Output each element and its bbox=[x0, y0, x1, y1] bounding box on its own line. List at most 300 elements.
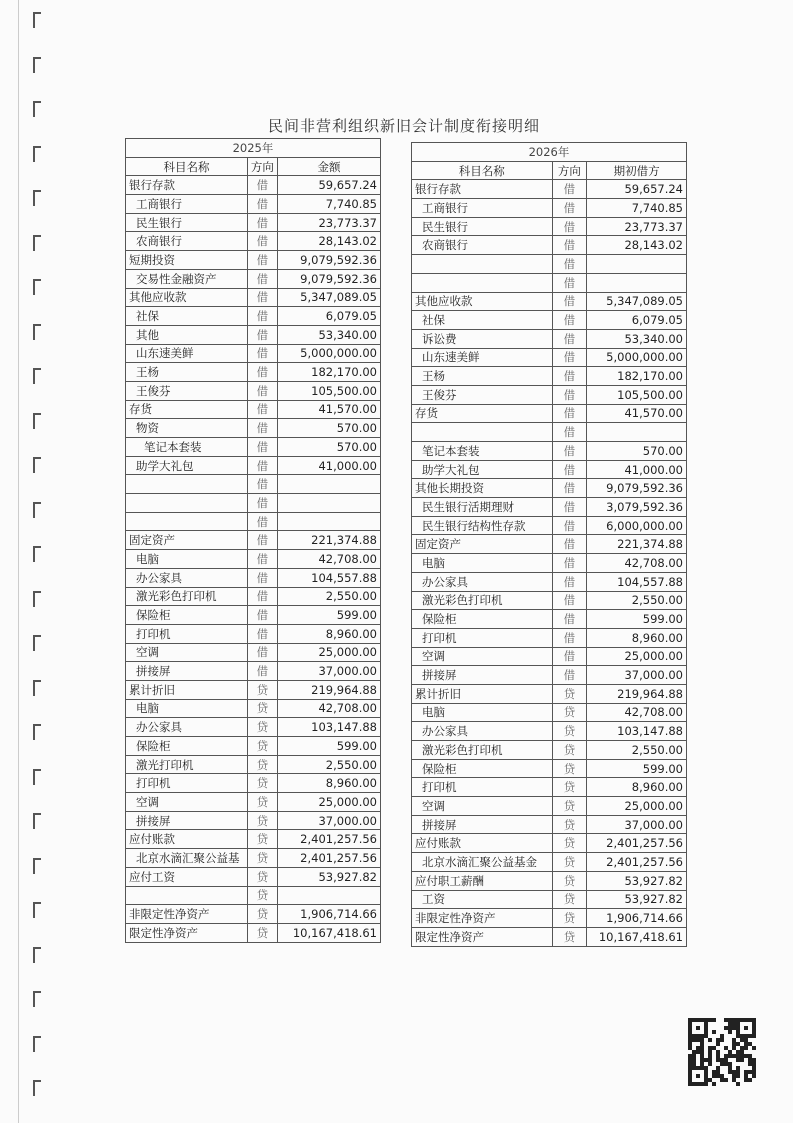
account-name: 拼接屏 bbox=[126, 662, 248, 681]
account-name: 民生银行 bbox=[126, 213, 248, 232]
table-row bbox=[126, 400, 381, 419]
account-name: 王俊芬 bbox=[412, 385, 553, 404]
column-header-direction: 方向 bbox=[552, 161, 587, 180]
table-row bbox=[126, 381, 381, 400]
table-row bbox=[412, 385, 687, 404]
direction: 借 bbox=[247, 363, 277, 382]
table-row bbox=[412, 684, 687, 703]
table-row bbox=[126, 438, 381, 457]
table-row bbox=[126, 680, 381, 699]
amount: 9,079,592.36 bbox=[277, 269, 380, 288]
account-name: 物资 bbox=[126, 419, 248, 438]
direction: 借 bbox=[247, 251, 277, 270]
table-row bbox=[126, 195, 381, 214]
direction: 借 bbox=[247, 456, 277, 475]
direction: 借 bbox=[552, 217, 587, 236]
amount: 104,557.88 bbox=[277, 568, 380, 587]
direction: 借 bbox=[552, 479, 587, 498]
table-row bbox=[412, 909, 687, 928]
binder-hole-mark bbox=[33, 12, 41, 28]
account-name: 累计折旧 bbox=[126, 680, 248, 699]
amount: 219,964.88 bbox=[277, 680, 380, 699]
table-row bbox=[126, 867, 381, 886]
account-name: 电脑 bbox=[412, 554, 553, 573]
direction: 贷 bbox=[552, 741, 587, 760]
amount: 5,000,000.00 bbox=[587, 348, 687, 367]
direction: 借 bbox=[552, 236, 587, 255]
table-row bbox=[412, 348, 687, 367]
amount: 7,740.85 bbox=[587, 199, 687, 218]
amount: 42,708.00 bbox=[277, 550, 380, 569]
direction: 借 bbox=[552, 647, 587, 666]
table-row bbox=[126, 830, 381, 849]
amount: 41,000.00 bbox=[587, 460, 687, 479]
direction: 贷 bbox=[247, 923, 277, 942]
amount: 8,960.00 bbox=[587, 628, 687, 647]
table-row bbox=[412, 180, 687, 199]
table-row bbox=[126, 456, 381, 475]
account-name: 存货 bbox=[126, 400, 248, 419]
direction: 借 bbox=[552, 180, 587, 199]
account-name: 民生银行 bbox=[412, 217, 553, 236]
table-row bbox=[412, 423, 687, 442]
amount: 570.00 bbox=[277, 438, 380, 457]
amount: 53,927.82 bbox=[277, 867, 380, 886]
account-name: 固定资产 bbox=[412, 535, 553, 554]
account-name: 打印机 bbox=[126, 624, 248, 643]
amount: 42,708.00 bbox=[587, 703, 687, 722]
table-row bbox=[126, 232, 381, 251]
amount: 25,000.00 bbox=[587, 647, 687, 666]
amount: 10,167,418.61 bbox=[587, 927, 687, 946]
amount: 5,347,089.05 bbox=[587, 292, 687, 311]
amount: 5,000,000.00 bbox=[277, 344, 380, 363]
amount: 219,964.88 bbox=[587, 684, 687, 703]
account-name: 拼接屏 bbox=[412, 666, 553, 685]
direction: 贷 bbox=[552, 909, 587, 928]
binder-hole-mark bbox=[33, 1036, 41, 1052]
amount: 6,079.05 bbox=[587, 311, 687, 330]
account-name: 工商银行 bbox=[412, 199, 553, 218]
account-name: 王俊芬 bbox=[126, 381, 248, 400]
amount: 105,500.00 bbox=[587, 385, 687, 404]
binder-hole-mark bbox=[33, 101, 41, 117]
direction: 贷 bbox=[247, 793, 277, 812]
amount: 182,170.00 bbox=[277, 363, 380, 382]
table-row bbox=[412, 572, 687, 591]
direction: 借 bbox=[247, 381, 277, 400]
table-row bbox=[126, 587, 381, 606]
account-name: 笔记本套装 bbox=[126, 438, 248, 457]
amount bbox=[277, 886, 380, 905]
year-header: 2026年 bbox=[412, 143, 687, 162]
amount: 23,773.37 bbox=[587, 217, 687, 236]
direction: 贷 bbox=[247, 830, 277, 849]
amount: 9,079,592.36 bbox=[277, 251, 380, 270]
direction: 借 bbox=[247, 624, 277, 643]
amount: 8,960.00 bbox=[587, 778, 687, 797]
account-name: 应付工资 bbox=[126, 867, 248, 886]
table-row bbox=[126, 288, 381, 307]
account-name: 应付账款 bbox=[126, 830, 248, 849]
direction: 贷 bbox=[552, 684, 587, 703]
direction: 借 bbox=[552, 535, 587, 554]
direction: 贷 bbox=[552, 834, 587, 853]
direction: 贷 bbox=[552, 853, 587, 872]
column-header-name: 科目名称 bbox=[126, 157, 248, 176]
amount bbox=[587, 423, 687, 442]
table-row bbox=[412, 498, 687, 517]
binder-hole-mark bbox=[33, 1080, 41, 1096]
account-name: 存货 bbox=[412, 404, 553, 423]
account-name: 交易性金融资产 bbox=[126, 269, 248, 288]
direction: 借 bbox=[247, 176, 277, 195]
binder-hole-mark bbox=[33, 546, 41, 562]
account-name: 保险柜 bbox=[412, 610, 553, 629]
table-row bbox=[126, 643, 381, 662]
direction: 借 bbox=[552, 367, 587, 386]
direction: 贷 bbox=[247, 886, 277, 905]
amount: 570.00 bbox=[277, 419, 380, 438]
account-name: 其他长期投资 bbox=[412, 479, 553, 498]
amount: 2,401,257.56 bbox=[277, 849, 380, 868]
binder-hole-mark bbox=[33, 502, 41, 518]
table-row bbox=[412, 853, 687, 872]
table-row bbox=[412, 442, 687, 461]
amount: 42,708.00 bbox=[277, 699, 380, 718]
account-name: 拼接屏 bbox=[126, 811, 248, 830]
table-row bbox=[126, 793, 381, 812]
amount: 53,927.82 bbox=[587, 871, 687, 890]
direction: 贷 bbox=[247, 867, 277, 886]
direction: 借 bbox=[552, 404, 587, 423]
direction: 借 bbox=[247, 662, 277, 681]
account-name: 办公家具 bbox=[126, 568, 248, 587]
account-name bbox=[412, 255, 553, 274]
binder-hole-mark bbox=[33, 813, 41, 829]
table-row bbox=[412, 273, 687, 292]
account-name: 办公家具 bbox=[412, 572, 553, 591]
binder-hole-mark bbox=[33, 858, 41, 874]
table-row bbox=[126, 624, 381, 643]
table-row bbox=[412, 741, 687, 760]
binder-hole-mark bbox=[33, 324, 41, 340]
amount: 53,340.00 bbox=[277, 325, 380, 344]
amount: 570.00 bbox=[587, 442, 687, 461]
direction: 贷 bbox=[552, 815, 587, 834]
direction: 贷 bbox=[247, 718, 277, 737]
amount bbox=[277, 475, 380, 494]
amount: 37,000.00 bbox=[587, 666, 687, 685]
direction: 借 bbox=[247, 269, 277, 288]
account-name: 工资 bbox=[412, 890, 553, 909]
amount: 6,000,000.00 bbox=[587, 516, 687, 535]
amount: 599.00 bbox=[587, 610, 687, 629]
direction: 借 bbox=[552, 442, 587, 461]
binder-hole-mark bbox=[33, 635, 41, 651]
direction: 贷 bbox=[552, 927, 587, 946]
table-row bbox=[126, 531, 381, 550]
account-name: 激光彩色打印机 bbox=[412, 591, 553, 610]
account-name: 笔记本套装 bbox=[412, 442, 553, 461]
amount: 59,657.24 bbox=[277, 176, 380, 195]
direction: 贷 bbox=[247, 905, 277, 924]
amount: 599.00 bbox=[587, 759, 687, 778]
table-row bbox=[412, 217, 687, 236]
binder-hole-mark bbox=[33, 724, 41, 740]
direction: 借 bbox=[247, 400, 277, 419]
direction: 借 bbox=[247, 512, 277, 531]
account-name: 空调 bbox=[126, 793, 248, 812]
table-row bbox=[126, 905, 381, 924]
binder-hole-mark bbox=[33, 680, 41, 696]
table-row bbox=[126, 494, 381, 513]
amount: 2,401,257.56 bbox=[587, 834, 687, 853]
amount bbox=[277, 494, 380, 513]
amount bbox=[587, 273, 687, 292]
direction: 借 bbox=[247, 531, 277, 550]
account-name: 电脑 bbox=[126, 699, 248, 718]
account-name: 激光彩色打印机 bbox=[126, 587, 248, 606]
table-2026 bbox=[411, 142, 687, 947]
table-row bbox=[126, 344, 381, 363]
account-name: 其他 bbox=[126, 325, 248, 344]
amount: 25,000.00 bbox=[277, 643, 380, 662]
amount: 53,927.82 bbox=[587, 890, 687, 909]
amount: 2,401,257.56 bbox=[587, 853, 687, 872]
direction: 借 bbox=[552, 255, 587, 274]
direction: 借 bbox=[552, 591, 587, 610]
account-name: 应付职工薪酬 bbox=[412, 871, 553, 890]
amount: 42,708.00 bbox=[587, 554, 687, 573]
account-name: 电脑 bbox=[412, 703, 553, 722]
table-row bbox=[412, 722, 687, 741]
amount bbox=[277, 512, 380, 531]
direction: 借 bbox=[552, 516, 587, 535]
table-row bbox=[412, 759, 687, 778]
direction: 借 bbox=[552, 348, 587, 367]
account-name: 诉讼费 bbox=[412, 329, 553, 348]
direction: 借 bbox=[247, 606, 277, 625]
table-row bbox=[412, 516, 687, 535]
table-row bbox=[126, 307, 381, 326]
table-row bbox=[126, 755, 381, 774]
amount: 25,000.00 bbox=[587, 797, 687, 816]
table-row bbox=[126, 886, 381, 905]
account-name: 激光彩色打印机 bbox=[412, 741, 553, 760]
amount: 105,500.00 bbox=[277, 381, 380, 400]
table-row bbox=[126, 269, 381, 288]
amount: 104,557.88 bbox=[587, 572, 687, 591]
table-row bbox=[412, 871, 687, 890]
table-row bbox=[126, 568, 381, 587]
direction: 借 bbox=[247, 344, 277, 363]
table-row bbox=[126, 213, 381, 232]
direction: 借 bbox=[247, 643, 277, 662]
account-name: 非限定性净资产 bbox=[126, 905, 248, 924]
account-name: 办公家具 bbox=[412, 722, 553, 741]
amount: 6,079.05 bbox=[277, 307, 380, 326]
direction: 借 bbox=[247, 213, 277, 232]
account-name: 民生银行活期理财 bbox=[412, 498, 553, 517]
amount: 8,960.00 bbox=[277, 774, 380, 793]
direction: 贷 bbox=[552, 890, 587, 909]
direction: 借 bbox=[552, 385, 587, 404]
account-name: 打印机 bbox=[412, 628, 553, 647]
account-name bbox=[412, 273, 553, 292]
table-row bbox=[412, 236, 687, 255]
account-name: 短期投资 bbox=[126, 251, 248, 270]
table-row bbox=[126, 606, 381, 625]
direction: 借 bbox=[247, 568, 277, 587]
account-name: 山东速美鲜 bbox=[412, 348, 553, 367]
table-row bbox=[126, 849, 381, 868]
account-name: 保险柜 bbox=[126, 737, 248, 756]
direction: 借 bbox=[552, 460, 587, 479]
direction: 贷 bbox=[552, 759, 587, 778]
direction: 借 bbox=[247, 195, 277, 214]
direction: 借 bbox=[552, 666, 587, 685]
table-row bbox=[126, 550, 381, 569]
direction: 贷 bbox=[247, 737, 277, 756]
direction: 借 bbox=[247, 550, 277, 569]
direction: 借 bbox=[552, 199, 587, 218]
binder-hole-mark bbox=[33, 190, 41, 206]
table-row bbox=[412, 647, 687, 666]
direction: 借 bbox=[247, 232, 277, 251]
table-row bbox=[412, 479, 687, 498]
account-name: 固定资产 bbox=[126, 531, 248, 550]
binder-hole-mark bbox=[33, 991, 41, 1007]
column-header-name: 科目名称 bbox=[412, 161, 553, 180]
account-name: 民生银行结构性存款 bbox=[412, 516, 553, 535]
table-row bbox=[126, 419, 381, 438]
amount: 3,079,592.36 bbox=[587, 498, 687, 517]
account-name bbox=[126, 494, 248, 513]
amount: 41,570.00 bbox=[277, 400, 380, 419]
direction: 贷 bbox=[247, 680, 277, 699]
table-row bbox=[412, 554, 687, 573]
direction: 借 bbox=[552, 273, 587, 292]
table-row bbox=[412, 404, 687, 423]
amount: 37,000.00 bbox=[587, 815, 687, 834]
table-2025 bbox=[125, 138, 381, 943]
amount: 10,167,418.61 bbox=[277, 923, 380, 942]
amount: 9,079,592.36 bbox=[587, 479, 687, 498]
account-name: 打印机 bbox=[412, 778, 553, 797]
account-name: 助学大礼包 bbox=[412, 460, 553, 479]
column-header-amount: 金额 bbox=[277, 157, 380, 176]
table-row bbox=[126, 176, 381, 195]
direction: 借 bbox=[552, 610, 587, 629]
amount bbox=[587, 255, 687, 274]
table-row bbox=[412, 890, 687, 909]
amount: 53,340.00 bbox=[587, 329, 687, 348]
table-row bbox=[412, 367, 687, 386]
account-name: 保险柜 bbox=[412, 759, 553, 778]
amount: 1,906,714.66 bbox=[277, 905, 380, 924]
direction: 借 bbox=[247, 587, 277, 606]
qr-code bbox=[688, 1018, 756, 1086]
page-title: 民间非营利组织新旧会计制度衔接明细 bbox=[268, 117, 541, 135]
binder-hole-mark bbox=[33, 146, 41, 162]
amount: 5,347,089.05 bbox=[277, 288, 380, 307]
account-name: 助学大礼包 bbox=[126, 456, 248, 475]
amount: 25,000.00 bbox=[277, 793, 380, 812]
table-row bbox=[412, 292, 687, 311]
direction: 借 bbox=[247, 307, 277, 326]
column-header-direction: 方向 bbox=[247, 157, 277, 176]
direction: 借 bbox=[552, 498, 587, 517]
table-row bbox=[412, 797, 687, 816]
account-name: 办公家具 bbox=[126, 718, 248, 737]
account-name: 农商银行 bbox=[126, 232, 248, 251]
account-name: 银行存款 bbox=[126, 176, 248, 195]
direction: 贷 bbox=[552, 703, 587, 722]
scan-edge bbox=[18, 0, 19, 1123]
account-name: 其他应收款 bbox=[126, 288, 248, 307]
direction: 贷 bbox=[247, 755, 277, 774]
direction: 借 bbox=[247, 419, 277, 438]
account-name: 空调 bbox=[126, 643, 248, 662]
direction: 借 bbox=[247, 475, 277, 494]
account-name: 北京水滴汇聚公益基金 bbox=[412, 853, 553, 872]
amount: 2,550.00 bbox=[277, 755, 380, 774]
account-name: 保险柜 bbox=[126, 606, 248, 625]
amount: 28,143.02 bbox=[587, 236, 687, 255]
account-name: 银行存款 bbox=[412, 180, 553, 199]
table-row bbox=[412, 703, 687, 722]
direction: 借 bbox=[247, 288, 277, 307]
amount: 103,147.88 bbox=[587, 722, 687, 741]
amount: 37,000.00 bbox=[277, 662, 380, 681]
amount: 7,740.85 bbox=[277, 195, 380, 214]
direction: 借 bbox=[552, 423, 587, 442]
account-name: 北京水滴汇聚公益基 bbox=[126, 849, 248, 868]
account-name: 空调 bbox=[412, 647, 553, 666]
amount: 23,773.37 bbox=[277, 213, 380, 232]
amount: 2,550.00 bbox=[277, 587, 380, 606]
table-row bbox=[126, 662, 381, 681]
amount: 221,374.88 bbox=[277, 531, 380, 550]
account-name: 打印机 bbox=[126, 774, 248, 793]
amount: 41,000.00 bbox=[277, 456, 380, 475]
binder-hole-mark bbox=[33, 279, 41, 295]
account-name: 限定性净资产 bbox=[126, 923, 248, 942]
table-row bbox=[412, 628, 687, 647]
amount: 41,570.00 bbox=[587, 404, 687, 423]
direction: 借 bbox=[552, 311, 587, 330]
direction: 借 bbox=[247, 325, 277, 344]
account-name: 社保 bbox=[126, 307, 248, 326]
binder-hole-mark bbox=[33, 235, 41, 251]
direction: 贷 bbox=[247, 699, 277, 718]
table-row bbox=[126, 718, 381, 737]
table-row bbox=[412, 199, 687, 218]
account-name: 农商银行 bbox=[412, 236, 553, 255]
direction: 贷 bbox=[247, 774, 277, 793]
table-row bbox=[412, 610, 687, 629]
table-row bbox=[412, 255, 687, 274]
table-row bbox=[412, 311, 687, 330]
table-row bbox=[412, 460, 687, 479]
table-row bbox=[126, 811, 381, 830]
account-name: 电脑 bbox=[126, 550, 248, 569]
table-row bbox=[412, 778, 687, 797]
amount: 37,000.00 bbox=[277, 811, 380, 830]
table-row bbox=[412, 815, 687, 834]
direction: 借 bbox=[552, 628, 587, 647]
